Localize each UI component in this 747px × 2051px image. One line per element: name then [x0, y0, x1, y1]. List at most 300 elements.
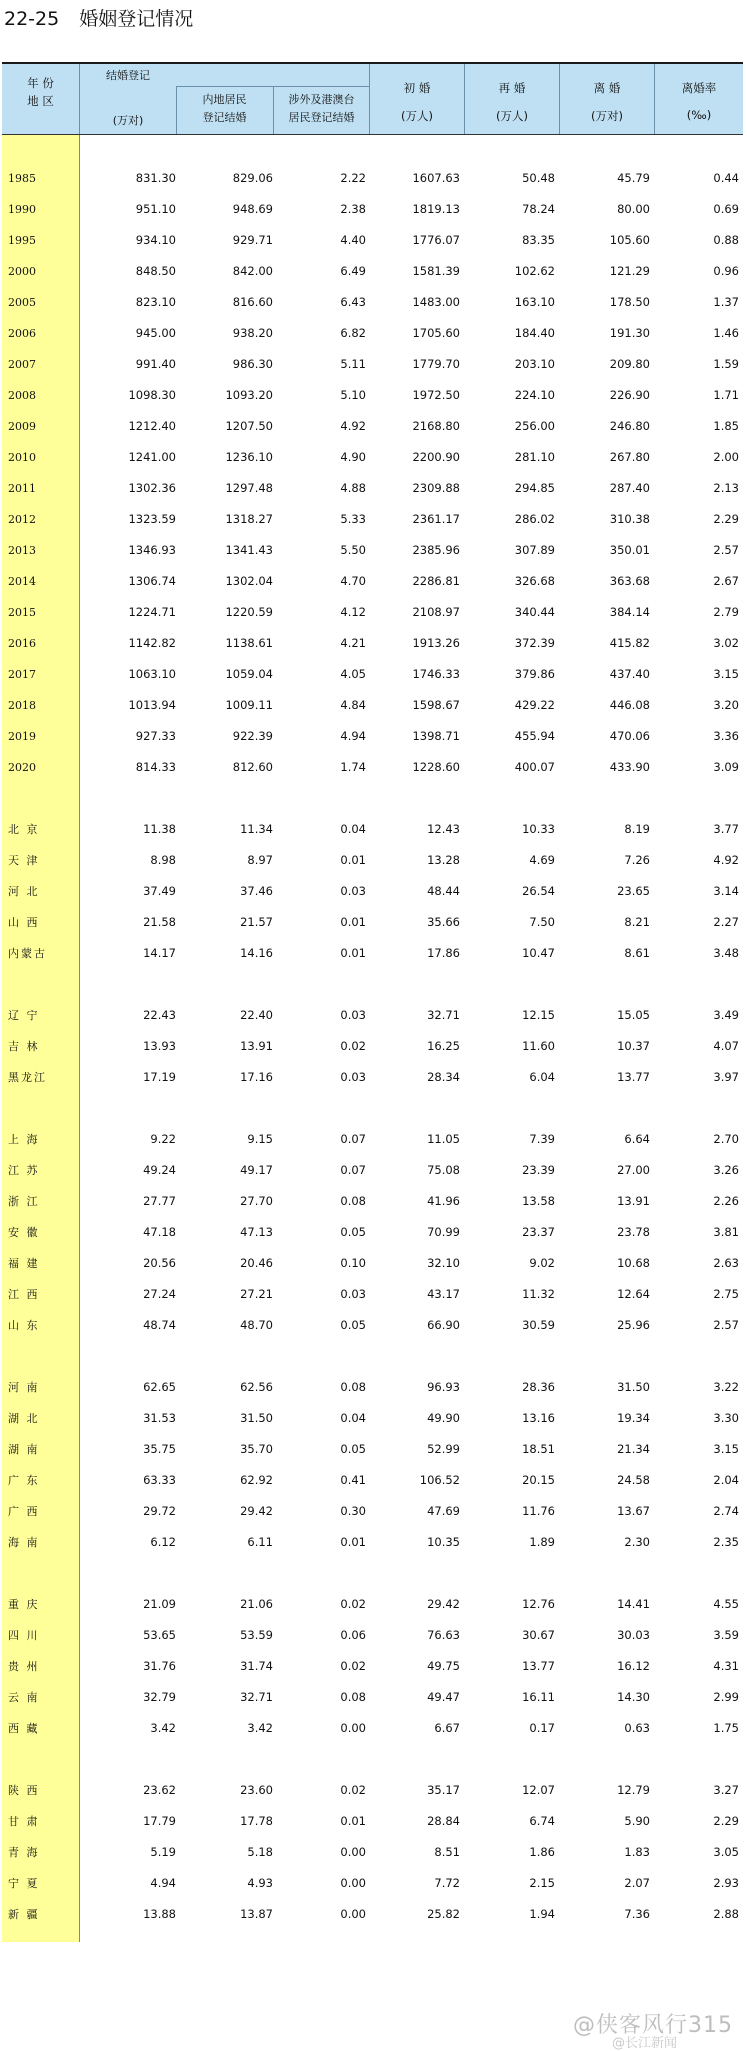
- cell-foreign: 0.06: [340, 1628, 366, 1642]
- table-row: [2, 1279, 743, 1310]
- header-re-unit: (万人): [496, 109, 528, 123]
- row-label: 1995: [8, 234, 36, 247]
- cell-rate: 4.55: [713, 1597, 739, 1611]
- cell-divorce: 226.90: [609, 388, 650, 402]
- row-label: 2005: [8, 296, 36, 309]
- header-marriage-label: 结婚登记: [106, 69, 150, 82]
- cell-first: 35.66: [427, 915, 460, 929]
- table-row: [2, 442, 743, 473]
- cell-foreign: 4.88: [340, 481, 366, 495]
- table-row: [2, 597, 743, 628]
- cell-mainland: 62.92: [240, 1473, 273, 1487]
- cell-total: 1323.59: [128, 512, 176, 526]
- row-label: 2009: [8, 420, 36, 433]
- cell-first: 2309.88: [412, 481, 460, 495]
- cell-rate: 4.07: [713, 1039, 739, 1053]
- cell-mainland: 1302.04: [225, 574, 273, 588]
- cell-total: 6.12: [150, 1535, 176, 1549]
- cell-first: 7.72: [434, 1876, 460, 1890]
- table-row: [2, 225, 743, 256]
- cell-re: 256.00: [514, 419, 555, 433]
- cell-re: 1.94: [529, 1907, 555, 1921]
- cell-divorce: 437.40: [609, 667, 650, 681]
- header-marriage-unit: (万对): [112, 114, 144, 127]
- cell-foreign: 0.05: [340, 1318, 366, 1332]
- cell-foreign: 0.01: [340, 1814, 366, 1828]
- cell-first: 11.05: [427, 1132, 460, 1146]
- cell-divorce: 6.64: [624, 1132, 650, 1146]
- cell-re: 4.69: [529, 853, 555, 867]
- cell-rate: 3.20: [713, 698, 739, 712]
- cell-rate: 3.97: [713, 1070, 739, 1084]
- cell-first: 1746.33: [412, 667, 460, 681]
- cell-divorce: 310.38: [609, 512, 650, 526]
- cell-foreign: 0.07: [340, 1163, 366, 1177]
- row-label: 广 西: [8, 1505, 40, 1518]
- cell-first: 49.90: [427, 1411, 460, 1425]
- cell-total: 1212.40: [128, 419, 176, 433]
- cell-first: 49.75: [427, 1659, 460, 1673]
- cell-first: 29.42: [427, 1597, 460, 1611]
- cell-first: 1598.67: [412, 698, 460, 712]
- cell-re: 23.39: [522, 1163, 555, 1177]
- cell-divorce: 12.64: [617, 1287, 650, 1301]
- cell-rate: 3.59: [713, 1628, 739, 1642]
- cell-foreign: 0.01: [340, 946, 366, 960]
- cell-rate: 4.31: [713, 1659, 739, 1673]
- cell-total: 1013.94: [128, 698, 176, 712]
- cell-mainland: 49.17: [240, 1163, 273, 1177]
- row-label: 2019: [8, 730, 36, 743]
- table-row: [2, 1310, 743, 1341]
- cell-foreign: 6.82: [340, 326, 366, 340]
- cell-first: 48.44: [427, 884, 460, 898]
- cell-total: 31.53: [143, 1411, 176, 1425]
- row-label: 湖 南: [8, 1443, 40, 1456]
- cell-rate: 2.93: [713, 1876, 739, 1890]
- row-label: 上 海: [8, 1133, 40, 1146]
- cell-mainland: 48.70: [240, 1318, 273, 1332]
- cell-foreign: 4.94: [340, 729, 366, 743]
- cell-first: 32.10: [427, 1256, 460, 1270]
- cell-rate: 2.00: [713, 450, 739, 464]
- cell-foreign: 6.43: [340, 295, 366, 309]
- watermark-secondary: @长江新闻: [611, 2036, 677, 2051]
- cell-foreign: 0.41: [340, 1473, 366, 1487]
- cell-total: 37.49: [143, 884, 176, 898]
- cell-re: 30.67: [522, 1628, 555, 1642]
- cell-total: 62.65: [143, 1380, 176, 1394]
- cell-foreign: 0.03: [340, 1008, 366, 1022]
- cell-total: 951.10: [135, 202, 176, 216]
- cell-divorce: 14.41: [617, 1597, 650, 1611]
- cell-rate: 2.57: [713, 543, 739, 557]
- cell-divorce: 45.79: [617, 171, 650, 185]
- row-label: 陕 西: [8, 1784, 40, 1797]
- row-label: 江 苏: [8, 1164, 40, 1177]
- cell-rate: 3.81: [713, 1225, 739, 1239]
- table-row: [2, 1403, 743, 1434]
- cell-total: 1142.82: [128, 636, 176, 650]
- cell-first: 17.86: [427, 946, 460, 960]
- header-divorce-label: 离 婚: [593, 81, 621, 95]
- row-label: 广 东: [8, 1474, 40, 1487]
- cell-first: 1607.63: [412, 171, 460, 185]
- cell-total: 934.10: [135, 233, 176, 247]
- cell-rate: 3.02: [713, 636, 739, 650]
- table-row: [2, 721, 743, 752]
- cell-mainland: 22.40: [240, 1008, 273, 1022]
- cell-mainland: 8.97: [247, 853, 273, 867]
- table-row: [2, 1713, 743, 1744]
- cell-first: 43.17: [427, 1287, 460, 1301]
- table-row: [2, 938, 743, 969]
- cell-first: 106.52: [419, 1473, 460, 1487]
- cell-total: 1241.00: [128, 450, 176, 464]
- cell-foreign: 4.40: [340, 233, 366, 247]
- table-row: [2, 1465, 743, 1496]
- cell-mainland: 27.70: [240, 1194, 273, 1208]
- cell-total: 1098.30: [128, 388, 176, 402]
- cell-total: 27.24: [143, 1287, 176, 1301]
- table-row: [2, 1062, 743, 1093]
- cell-total: 991.40: [135, 357, 176, 371]
- cell-rate: 1.75: [713, 1721, 739, 1735]
- cell-rate: 2.57: [713, 1318, 739, 1332]
- cell-total: 22.43: [143, 1008, 176, 1022]
- cell-rate: 3.27: [713, 1783, 739, 1797]
- table-row: [2, 1899, 743, 1930]
- cell-re: 2.15: [529, 1876, 555, 1890]
- cell-mainland: 1220.59: [225, 605, 273, 619]
- cell-first: 41.96: [427, 1194, 460, 1208]
- cell-rate: 3.05: [713, 1845, 739, 1859]
- row-label: 2014: [8, 575, 36, 588]
- cell-divorce: 178.50: [609, 295, 650, 309]
- row-label: 北 京: [8, 823, 40, 836]
- row-label: 2000: [8, 265, 36, 278]
- cell-foreign: 0.03: [340, 1287, 366, 1301]
- cell-divorce: 10.68: [617, 1256, 650, 1270]
- cell-first: 8.51: [434, 1845, 460, 1859]
- cell-total: 17.19: [143, 1070, 176, 1084]
- cell-total: 1346.93: [128, 543, 176, 557]
- cell-mainland: 47.13: [240, 1225, 273, 1239]
- cell-first: 70.99: [427, 1225, 460, 1239]
- table-body: [2, 135, 743, 1942]
- cell-first: 6.67: [434, 1721, 460, 1735]
- cell-first: 2385.96: [412, 543, 460, 557]
- cell-foreign: 4.92: [340, 419, 366, 433]
- cell-re: 281.10: [514, 450, 555, 464]
- header-mainland: 内地居民 登记结婚: [202, 93, 247, 124]
- cell-total: 4.94: [150, 1876, 176, 1890]
- cell-foreign: 0.08: [340, 1194, 366, 1208]
- row-label: 2011: [8, 482, 36, 495]
- cell-first: 76.63: [427, 1628, 460, 1642]
- cell-rate: 3.26: [713, 1163, 739, 1177]
- cell-re: 78.24: [522, 202, 555, 216]
- cell-foreign: 4.90: [340, 450, 366, 464]
- table-row: [2, 752, 743, 783]
- cell-foreign: 0.01: [340, 915, 366, 929]
- row-label: 2015: [8, 606, 36, 619]
- cell-mainland: 6.11: [247, 1535, 273, 1549]
- table-row: [2, 1372, 743, 1403]
- cell-re: 12.15: [522, 1008, 555, 1022]
- row-label: 2018: [8, 699, 36, 712]
- cell-rate: 0.69: [713, 202, 739, 216]
- table-row: [2, 1248, 743, 1279]
- cell-re: 429.22: [514, 698, 555, 712]
- cell-mainland: 929.71: [232, 233, 273, 247]
- row-label: 2012: [8, 513, 36, 526]
- table-row: [2, 1000, 743, 1031]
- table-row: [2, 194, 743, 225]
- table-row: [2, 535, 743, 566]
- table-row: [2, 380, 743, 411]
- cell-first: 1913.26: [412, 636, 460, 650]
- cell-re: 10.33: [522, 822, 555, 836]
- cell-re: 13.77: [522, 1659, 555, 1673]
- cell-mainland: 20.46: [240, 1256, 273, 1270]
- cell-mainland: 4.93: [247, 1876, 273, 1890]
- row-label: 吉 林: [8, 1040, 40, 1053]
- cell-mainland: 1138.61: [225, 636, 273, 650]
- cell-mainland: 922.39: [232, 729, 273, 743]
- row-label: 2013: [8, 544, 36, 557]
- cell-divorce: 8.19: [624, 822, 650, 836]
- cell-re: 13.58: [522, 1194, 555, 1208]
- cell-foreign: 5.11: [340, 357, 366, 371]
- cell-first: 1705.60: [412, 326, 460, 340]
- cell-rate: 2.75: [713, 1287, 739, 1301]
- table-row: [2, 411, 743, 442]
- cell-rate: 3.36: [713, 729, 739, 743]
- cell-re: 20.15: [522, 1473, 555, 1487]
- cell-re: 30.59: [522, 1318, 555, 1332]
- row-label: 山 西: [8, 916, 40, 929]
- cell-foreign: 0.05: [340, 1442, 366, 1456]
- cell-rate: 2.74: [713, 1504, 739, 1518]
- cell-re: 326.68: [514, 574, 555, 588]
- cell-re: 12.76: [522, 1597, 555, 1611]
- cell-re: 294.85: [514, 481, 555, 495]
- cell-foreign: 0.01: [340, 1535, 366, 1549]
- cell-divorce: 10.37: [617, 1039, 650, 1053]
- cell-foreign: 4.21: [340, 636, 366, 650]
- table-row: [2, 1217, 743, 1248]
- cell-divorce: 191.30: [609, 326, 650, 340]
- cell-foreign: 5.50: [340, 543, 366, 557]
- table-row: [2, 1434, 743, 1465]
- cell-rate: 1.71: [713, 388, 739, 402]
- header-divorce-rate: [655, 64, 743, 134]
- cell-foreign: 0.00: [340, 1721, 366, 1735]
- cell-foreign: 0.03: [340, 1070, 366, 1084]
- cell-first: 96.93: [427, 1380, 460, 1394]
- cell-divorce: 13.77: [617, 1070, 650, 1084]
- cell-first: 1483.00: [412, 295, 460, 309]
- cell-total: 8.98: [150, 853, 176, 867]
- cell-foreign: 5.33: [340, 512, 366, 526]
- cell-divorce: 446.08: [609, 698, 650, 712]
- cell-divorce: 24.58: [617, 1473, 650, 1487]
- cell-re: 102.62: [514, 264, 555, 278]
- cell-mainland: 812.60: [232, 760, 273, 774]
- cell-re: 11.32: [522, 1287, 555, 1301]
- cell-first: 1228.60: [412, 760, 460, 774]
- cell-re: 10.47: [522, 946, 555, 960]
- cell-divorce: 16.12: [617, 1659, 650, 1673]
- cell-foreign: 0.00: [340, 1876, 366, 1890]
- cell-mainland: 31.74: [240, 1659, 273, 1673]
- cell-rate: 3.22: [713, 1380, 739, 1394]
- cell-first: 1819.13: [412, 202, 460, 216]
- row-label: 2008: [8, 389, 36, 402]
- cell-first: 1581.39: [412, 264, 460, 278]
- cell-divorce: 1.83: [624, 1845, 650, 1859]
- cell-foreign: 0.08: [340, 1380, 366, 1394]
- table-row: [2, 659, 743, 690]
- cell-mainland: 842.00: [232, 264, 273, 278]
- cell-rate: 1.37: [713, 295, 739, 309]
- table-row: [2, 876, 743, 907]
- cell-first: 66.90: [427, 1318, 460, 1332]
- table-row: [2, 1186, 743, 1217]
- cell-re: 26.54: [522, 884, 555, 898]
- cell-total: 27.77: [143, 1194, 176, 1208]
- cell-rate: 1.85: [713, 419, 739, 433]
- cell-divorce: 415.82: [609, 636, 650, 650]
- cell-mainland: 1341.43: [225, 543, 273, 557]
- table-row: [2, 473, 743, 504]
- row-label: 宁 夏: [8, 1877, 40, 1890]
- header-first-marriage: [370, 64, 465, 134]
- header-rate-unit: (‰): [686, 108, 712, 122]
- cell-total: 31.76: [143, 1659, 176, 1673]
- cell-divorce: 21.34: [617, 1442, 650, 1456]
- cell-first: 52.99: [427, 1442, 460, 1456]
- cell-first: 13.28: [427, 853, 460, 867]
- table-number: 22-25: [4, 8, 60, 30]
- header-first-label: 初 婚: [403, 81, 431, 95]
- row-label: 2020: [8, 761, 36, 774]
- row-label: 江 西: [8, 1288, 40, 1301]
- cell-divorce: 27.00: [617, 1163, 650, 1177]
- cell-total: 21.09: [143, 1597, 176, 1611]
- marriage-table: [2, 62, 743, 1942]
- cell-total: 35.75: [143, 1442, 176, 1456]
- cell-divorce: 25.96: [617, 1318, 650, 1332]
- header-remarriage: [465, 64, 560, 134]
- cell-rate: 2.88: [713, 1907, 739, 1921]
- cell-total: 29.72: [143, 1504, 176, 1518]
- cell-re: 50.48: [522, 171, 555, 185]
- row-label: 1990: [8, 203, 36, 216]
- cell-total: 47.18: [143, 1225, 176, 1239]
- cell-divorce: 31.50: [617, 1380, 650, 1394]
- cell-foreign: 0.00: [340, 1845, 366, 1859]
- cell-first: 2108.97: [412, 605, 460, 619]
- table-row: [2, 1682, 743, 1713]
- cell-mainland: 816.60: [232, 295, 273, 309]
- cell-divorce: 30.03: [617, 1628, 650, 1642]
- cell-rate: 2.79: [713, 605, 739, 619]
- cell-foreign: 2.22: [340, 171, 366, 185]
- cell-mainland: 17.78: [240, 1814, 273, 1828]
- table-row: [2, 907, 743, 938]
- cell-rate: 0.44: [713, 171, 739, 185]
- cell-mainland: 1009.11: [225, 698, 273, 712]
- table-row: [2, 1837, 743, 1868]
- header-re-label: 再 婚: [498, 81, 526, 95]
- cell-divorce: 384.14: [609, 605, 650, 619]
- row-label: 2016: [8, 637, 36, 650]
- row-label: 重 庆: [8, 1598, 40, 1611]
- cell-foreign: 4.05: [340, 667, 366, 681]
- cell-divorce: 433.90: [609, 760, 650, 774]
- cell-divorce: 350.01: [609, 543, 650, 557]
- cell-re: 340.44: [514, 605, 555, 619]
- cell-first: 10.35: [427, 1535, 460, 1549]
- cell-mainland: 9.15: [247, 1132, 273, 1146]
- cell-foreign: 0.04: [340, 822, 366, 836]
- cell-first: 2168.80: [412, 419, 460, 433]
- cell-mainland: 1207.50: [225, 419, 273, 433]
- table-row: [2, 690, 743, 721]
- row-label: 2006: [8, 327, 36, 340]
- watermark: @侠客风行315: [573, 2013, 733, 2038]
- cell-total: 11.38: [143, 822, 176, 836]
- header-foreign: 涉外及港澳台 居民登记结婚: [288, 93, 355, 124]
- cell-rate: 2.27: [713, 915, 739, 929]
- table-row: [2, 1527, 743, 1558]
- cell-divorce: 121.29: [609, 264, 650, 278]
- row-label: 山 东: [8, 1319, 40, 1332]
- cell-first: 1779.70: [412, 357, 460, 371]
- table-row: [2, 1155, 743, 1186]
- cell-total: 831.30: [135, 171, 176, 185]
- table-row: [2, 1806, 743, 1837]
- cell-divorce: 5.90: [624, 1814, 650, 1828]
- table-row: [2, 163, 743, 194]
- row-label: 新 疆: [8, 1908, 40, 1921]
- cell-foreign: 0.04: [340, 1411, 366, 1425]
- cell-divorce: 0.63: [624, 1721, 650, 1735]
- cell-divorce: 287.40: [609, 481, 650, 495]
- cell-re: 6.74: [529, 1814, 555, 1828]
- cell-rate: 2.63: [713, 1256, 739, 1270]
- cell-rate: 2.13: [713, 481, 739, 495]
- cell-mainland: 1297.48: [225, 481, 273, 495]
- row-label: 浙 江: [8, 1195, 40, 1208]
- cell-total: 9.22: [150, 1132, 176, 1146]
- cell-re: 11.76: [522, 1504, 555, 1518]
- cell-divorce: 363.68: [609, 574, 650, 588]
- row-label: 辽 宁: [8, 1009, 40, 1022]
- cell-foreign: 4.70: [340, 574, 366, 588]
- cell-re: 7.39: [529, 1132, 555, 1146]
- cell-foreign: 0.05: [340, 1225, 366, 1239]
- cell-foreign: 0.07: [340, 1132, 366, 1146]
- cell-first: 28.34: [427, 1070, 460, 1084]
- cell-total: 3.42: [150, 1721, 176, 1735]
- cell-foreign: 0.01: [340, 853, 366, 867]
- table-header: [2, 62, 743, 135]
- cell-divorce: 12.79: [617, 1783, 650, 1797]
- cell-total: 814.33: [135, 760, 176, 774]
